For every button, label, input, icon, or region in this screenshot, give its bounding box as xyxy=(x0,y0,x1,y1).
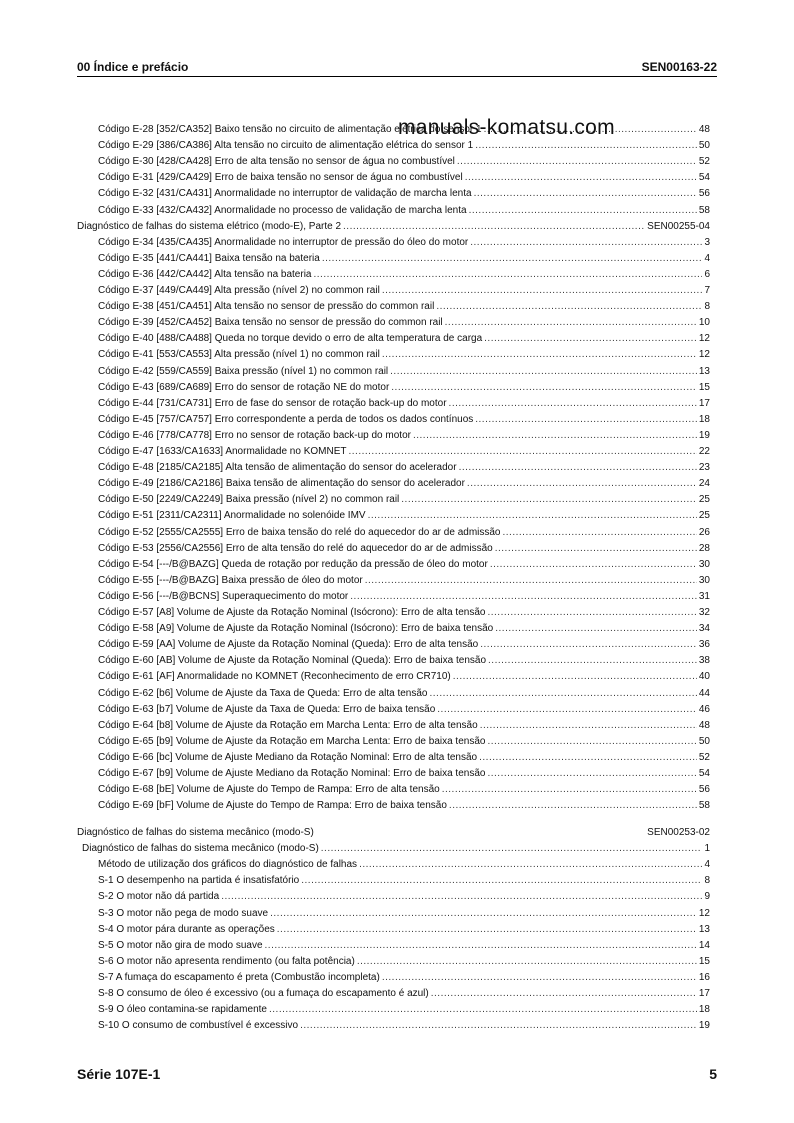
toc-entry[interactable] xyxy=(98,252,710,266)
toc-entry-page: 34 xyxy=(698,623,710,635)
toc-entry-page: 13 xyxy=(698,365,710,377)
toc-entry-title: Código E-38 [451/CA451] Alta tensão no sensor de pressão do common rail xyxy=(98,301,435,313)
leader-dots xyxy=(480,638,697,652)
toc-entry[interactable] xyxy=(98,890,710,904)
toc-entry-title: Código E-49 [2186/CA2186] Baixa tensão de alimentação do sensor do acelerador xyxy=(98,478,465,490)
toc-entry-page: 10 xyxy=(698,317,710,329)
leader-dots xyxy=(475,413,697,427)
leader-dots xyxy=(437,703,697,717)
toc-entry-title: Código E-66 [bc] Volume de Ajuste Mediano da Rotação Nominal: Erro de alta tensão xyxy=(98,751,478,763)
toc-entry-title: Código E-32 [431/CA431] Anormalidade no interruptor de validação de marcha lenta xyxy=(98,188,472,200)
header-doc-code: SEN00163-22 xyxy=(641,60,717,74)
toc-entry[interactable] xyxy=(98,703,710,717)
leader-dots xyxy=(413,429,697,443)
leader-dots xyxy=(401,493,697,507)
leader-dots xyxy=(269,1003,697,1017)
toc-entry[interactable] xyxy=(98,365,710,379)
leader-dots xyxy=(495,622,697,636)
leader-dots xyxy=(359,858,702,872)
toc-entry-page: 50 xyxy=(698,140,710,152)
toc-entry[interactable] xyxy=(98,971,710,985)
toc-entry-page: 30 xyxy=(698,574,710,586)
toc-entry-page: 16 xyxy=(698,971,710,983)
toc-entry-page: 30 xyxy=(698,558,710,570)
toc-entry-page: 17 xyxy=(698,988,710,999)
toc-entry[interactable] xyxy=(98,955,710,969)
toc-entry-title: Código E-68 [bE] Volume de Ajuste do Tempo de Rampa: Erro de alta tensão xyxy=(98,784,440,796)
toc-entry[interactable] xyxy=(98,493,710,507)
section-code: SEN00253-02 xyxy=(647,827,710,838)
toc-entry-title: S-2 O motor não dá partida xyxy=(98,891,220,903)
toc-entry-title: Código E-61 [AF] Anormalidade no KOMNET (Reconhecimento de erro CR710) xyxy=(98,671,451,683)
section-heading-mechanical[interactable] xyxy=(77,826,710,840)
toc-entry[interactable] xyxy=(98,413,710,427)
leader-dots xyxy=(465,171,697,185)
header-rule xyxy=(77,76,717,77)
leader-dots xyxy=(479,751,697,765)
toc-entry-title: S-6 O motor não apresenta rendimento (ou falta potência) xyxy=(98,955,355,967)
toc-entry-page: 19 xyxy=(698,1020,710,1032)
toc-entry-title: Código E-63 [b7] Volume de Ajuste da Taxa de Queda: Erro de baixa tensão xyxy=(98,703,436,715)
toc-entry[interactable] xyxy=(98,1019,710,1033)
toc-entry-page: 14 xyxy=(698,939,710,951)
toc-entry-page: 25 xyxy=(698,494,710,506)
toc-entry-title: S-5 O motor não gira de modo suave xyxy=(98,939,263,951)
toc-entry-title: Código E-57 [A8] Volume de Ajuste da Rotação Nominal (Isócrono): Erro de alta tensão xyxy=(98,607,486,618)
toc-entry[interactable] xyxy=(98,509,710,523)
toc-entry-page: 17 xyxy=(698,397,710,409)
page-number: 5 xyxy=(709,1066,717,1082)
toc-entry-title: S-8 O consumo de óleo é excessivo (ou a fumaça do escapamento é azul) xyxy=(98,988,429,999)
leader-dots xyxy=(480,719,697,733)
leader-dots xyxy=(321,842,703,856)
toc-entry-page: 8 xyxy=(704,301,710,313)
toc-entry[interactable] xyxy=(98,1003,710,1017)
toc-entry-title: Código E-53 [2556/CA2556] Erro de alta tensão do relé do aquecedor do ar de admissão xyxy=(98,542,493,554)
toc-entry-page: 12 xyxy=(698,333,710,345)
toc-entry-title: Código E-51 [2311/CA2311] Anormalidade no solenóide IMV xyxy=(98,510,366,522)
toc-entry-page: 58 xyxy=(698,204,710,216)
leader-dots xyxy=(390,365,697,379)
toc-entry-title: Código E-47 [1633/CA1633] Anormalidade no KOMNET xyxy=(98,446,347,457)
toc-entry-title: Código E-67 [b9] Volume de Ajuste Mediano da Rotação Nominal: Erro de baixa tensão xyxy=(98,768,486,779)
leader-dots xyxy=(431,987,697,1001)
leader-dots xyxy=(301,874,702,888)
section-heading-electrical[interactable] xyxy=(77,220,710,234)
toc-entry[interactable] xyxy=(98,139,710,153)
toc-entry-title: S-10 O consumo de combustível é excessivo xyxy=(98,1020,299,1032)
toc-entry-page: 31 xyxy=(698,590,710,602)
toc-entry[interactable] xyxy=(98,284,710,298)
toc-entry[interactable] xyxy=(98,939,710,953)
toc-entry[interactable] xyxy=(98,300,710,314)
leader-dots xyxy=(391,381,697,395)
toc-entry-page: 6 xyxy=(704,268,710,280)
toc-entry-page: 9 xyxy=(704,891,710,903)
toc-entry-page: 7 xyxy=(704,285,710,296)
toc-entry-title: S-7 A fumaça do escapamento é preta (Combustão incompleta) xyxy=(98,971,380,983)
leader-dots xyxy=(300,1019,697,1033)
toc-entry-page: 26 xyxy=(698,526,710,538)
toc-entry[interactable] xyxy=(98,767,710,781)
leader-dots xyxy=(449,397,697,411)
leader-dots xyxy=(487,606,696,620)
toc-entry[interactable] xyxy=(98,348,710,362)
leader-dots xyxy=(343,220,645,234)
toc-entry-title: Código E-65 [b9] Volume de Ajuste da Rotação em Marcha Lenta: Erro de baixa tensão xyxy=(98,735,486,747)
toc-entry-page: 13 xyxy=(698,923,710,935)
leader-dots xyxy=(484,332,697,346)
toc-entry-page: 12 xyxy=(698,907,710,919)
toc-entry-page: 48 xyxy=(698,719,710,731)
toc-entry-title: S-1 O desempenho na partida é insatisfatório xyxy=(98,875,300,887)
leader-dots xyxy=(265,939,697,953)
toc-entry-page: SEN00255-04 xyxy=(647,220,710,232)
toc-entry[interactable] xyxy=(98,477,710,491)
leader-dots xyxy=(313,268,702,282)
toc-entry-page: 1 xyxy=(704,843,710,855)
toc-entry[interactable] xyxy=(98,923,710,937)
toc-entry[interactable] xyxy=(98,429,710,443)
leader-dots xyxy=(490,558,697,572)
toc-entry-page: 38 xyxy=(698,655,710,667)
toc-entry-page: 22 xyxy=(698,446,710,457)
leader-dots xyxy=(469,204,697,218)
toc-entry[interactable] xyxy=(98,751,710,765)
toc-entry-title: Código E-33 [432/CA432] Anormalidade no processo de validação de marcha lenta xyxy=(98,204,467,216)
toc-entry-page: 48 xyxy=(698,124,710,135)
leader-dots xyxy=(503,526,697,540)
leader-dots xyxy=(488,654,697,668)
toc-entry[interactable] xyxy=(98,397,710,411)
toc-entry-title: Método de utilização dos gráficos do diagnóstico de falhas xyxy=(98,859,358,871)
header-title: 00 Índice e prefácio xyxy=(77,60,189,74)
leader-dots xyxy=(350,590,697,604)
toc-entry-page: 28 xyxy=(698,542,710,554)
toc-entry-title: S-9 O óleo contamina-se rapidamente xyxy=(98,1004,267,1016)
toc-entry-title: Código E-34 [435/CA435] Anormalidade no interruptor de pressão do óleo do motor xyxy=(98,236,469,248)
leader-dots xyxy=(436,300,702,314)
toc-entry[interactable] xyxy=(98,783,710,797)
toc-entry-title: Código E-41 [553/CA553] Alta pressão (nível 1) no common rail xyxy=(98,349,380,361)
toc-entry[interactable] xyxy=(98,526,710,540)
toc-entry[interactable] xyxy=(98,638,710,652)
toc-entry-title: Código E-62 [b6] Volume de Ajuste da Taxa de Queda: Erro de alta tensão xyxy=(98,687,428,699)
toc-entry-page: 15 xyxy=(698,955,710,967)
leader-dots xyxy=(322,252,703,266)
toc-entry-page: 18 xyxy=(698,1004,710,1016)
toc-entry[interactable] xyxy=(98,574,710,588)
leader-dots xyxy=(357,955,697,969)
leader-dots xyxy=(474,187,697,201)
leader-dots xyxy=(365,574,697,588)
toc-entry-title: Código E-37 [449/CA449] Alta pressão (nível 2) no common rail xyxy=(98,285,380,296)
toc-entry[interactable] xyxy=(98,171,710,185)
toc-entry-title: Código E-40 [488/CA488] Queda no torque devido o erro de alta temperatura de carga xyxy=(98,333,483,345)
toc-entry-title: Código E-28 [352/CA352] Baixo tensão no circuito de alimentação elétrica do sensor 1 xyxy=(98,124,482,135)
leader-dots xyxy=(467,477,697,491)
toc-entry-title: Código E-44 [731/CA731] Erro de fase do sensor de rotação back-up do motor xyxy=(98,397,447,409)
toc-entry-title: Diagnóstico de falhas do sistema mecânico (modo-S) xyxy=(82,843,319,855)
toc-entry-page: 36 xyxy=(698,639,710,651)
toc-entry[interactable] xyxy=(98,236,710,250)
leader-dots xyxy=(459,461,697,475)
leader-dots xyxy=(221,890,702,904)
toc-entry-title: Código E-58 [A9] Volume de Ajuste da Rotação Nominal (Isócrono): Erro de baixa tensão xyxy=(98,623,494,635)
toc-entry-page: 3 xyxy=(704,236,710,248)
leader-dots xyxy=(453,670,697,684)
toc-entry-page: 15 xyxy=(698,381,710,393)
toc-entry-page: 24 xyxy=(698,478,710,490)
toc-entry-title: Código E-60 [AB] Volume de Ajuste da Rotação Nominal (Queda): Erro de baixa tensão xyxy=(98,655,487,667)
leader-dots xyxy=(348,445,696,459)
toc-entry[interactable] xyxy=(98,316,710,330)
toc-entry-page: 19 xyxy=(698,429,710,441)
toc-entry[interactable] xyxy=(98,874,710,888)
toc-entry-page: 54 xyxy=(698,172,710,184)
leader-dots xyxy=(449,799,697,813)
toc-entry[interactable] xyxy=(98,542,710,556)
toc-entry-title: S-3 O motor não pega de modo suave xyxy=(98,907,269,919)
leader-dots xyxy=(470,236,702,250)
toc-entry[interactable] xyxy=(98,445,710,459)
toc-entry-title: Código E-52 [2555/CA2555] Erro de baixa tensão do relé do aquecedor do ar de admissão xyxy=(98,526,501,538)
toc-entry[interactable] xyxy=(98,719,710,733)
toc-entry-title: Código E-55 [---/B@BAZG] Baixa pressão de óleo do motor xyxy=(98,574,363,586)
toc-entry-page: 25 xyxy=(698,510,710,522)
toc-entry-title: Código E-48 [2185/CA2185] Alta tensão de alimentação do sensor do acelerador xyxy=(98,462,457,474)
toc-entry-title: Código E-31 [429/CA429] Erro de baixa tensão no sensor de água no combustível xyxy=(98,172,463,184)
toc-entry-page: 23 xyxy=(698,462,710,474)
toc-entry-page: 4 xyxy=(704,252,710,264)
toc-entry[interactable] xyxy=(98,187,710,201)
toc-entry-title: Código E-50 [2249/CA2249] Baixa pressão (nível 2) no common rail xyxy=(98,494,400,506)
toc-entry-title: Código E-54 [---/B@BAZG] Queda de rotação por redução da pressão de óleo do motor xyxy=(98,558,488,570)
watermark: manuals-komatsu.com xyxy=(398,116,615,139)
toc-entry-page: 50 xyxy=(698,735,710,747)
toc-entry-title: S-4 O motor pára durante as operações xyxy=(98,923,275,935)
toc-entry-page: 52 xyxy=(698,751,710,763)
toc-entry[interactable] xyxy=(98,268,710,282)
toc-entry-title: Código E-45 [757/CA757] Erro correspondente a perda de todos os dados contínuos xyxy=(98,413,474,425)
toc-entry[interactable] xyxy=(98,332,710,346)
toc-entry-title: Diagnóstico de falhas do sistema elétrico (modo-E), Parte 2 xyxy=(77,220,342,232)
toc-entry-page: 54 xyxy=(698,768,710,779)
toc-entry-title: Código E-35 [441/CA441] Baixa tensão na bateria xyxy=(98,252,320,264)
leader-dots xyxy=(457,155,697,169)
leader-dots xyxy=(487,767,696,781)
toc-entry[interactable] xyxy=(98,558,710,572)
toc-entry[interactable] xyxy=(98,907,710,921)
toc-entry-title: Código E-59 [AA] Volume de Ajuste da Rotação Nominal (Queda): Erro de alta tensão xyxy=(98,639,479,651)
toc-entry[interactable] xyxy=(98,606,710,620)
toc-entry-title: Código E-30 [428/CA428] Erro de alta tensão no sensor de água no combustível xyxy=(98,156,455,168)
toc-entry-title: Código E-56 [---/B@BCNS] Superaquecimento do motor xyxy=(98,590,349,602)
footer-series: Série 107E-1 xyxy=(77,1066,161,1082)
toc-entry[interactable] xyxy=(98,858,710,872)
leader-dots xyxy=(429,687,696,701)
toc-entry[interactable] xyxy=(98,987,710,1001)
toc-entry[interactable] xyxy=(98,590,710,604)
subsection-entry[interactable] xyxy=(82,842,710,856)
toc-entry[interactable] xyxy=(98,155,710,169)
leader-dots xyxy=(445,316,697,330)
leader-dots xyxy=(270,907,697,921)
leader-dots xyxy=(382,971,697,985)
toc-entry[interactable] xyxy=(98,654,710,668)
toc-entry-title: Código E-64 [b8] Volume de Ajuste da Rotação em Marcha Lenta: Erro de alta tensão xyxy=(98,719,478,731)
toc-entry[interactable] xyxy=(98,204,710,218)
toc-entry-page: 56 xyxy=(698,188,710,200)
leader-dots xyxy=(382,284,703,298)
toc-entry-page: 8 xyxy=(704,875,710,887)
toc-entry[interactable] xyxy=(98,687,710,701)
leader-dots xyxy=(442,783,697,797)
leader-dots xyxy=(368,509,697,523)
toc-entry-title: Código E-43 [689/CA689] Erro do sensor de rotação NE do motor xyxy=(98,381,390,393)
toc-entry-page: 40 xyxy=(698,671,710,683)
toc-entry-page: 52 xyxy=(698,156,710,168)
toc-entry-page: 58 xyxy=(698,800,710,812)
toc-entry-title: Código E-29 [386/CA386] Alta tensão no circuito de alimentação elétrica do sensor 1 xyxy=(98,140,474,152)
toc-entry-page: 46 xyxy=(698,703,710,715)
toc-entry-page: 18 xyxy=(698,413,710,425)
toc-entry-page: 44 xyxy=(698,687,710,699)
toc-entry[interactable] xyxy=(98,381,710,395)
toc-entry-title: Código E-42 [559/CA559] Baixa pressão (nível 1) no common rail xyxy=(98,365,389,377)
section-title: Diagnóstico de falhas do sistema mecânico (modo-S) xyxy=(77,827,314,838)
leader-dots xyxy=(487,735,696,749)
toc-entry-page: 4 xyxy=(704,859,710,871)
toc-entry[interactable] xyxy=(98,735,710,749)
toc-entry-page: 12 xyxy=(698,349,710,361)
toc-entry-page: 56 xyxy=(698,784,710,796)
toc-entry[interactable] xyxy=(98,670,710,684)
toc-entry-title: Código E-36 [442/CA442] Alta tensão na bateria xyxy=(98,268,312,280)
toc-entry[interactable] xyxy=(98,799,710,813)
toc-entry-page: 32 xyxy=(698,607,710,618)
leader-dots xyxy=(495,542,697,556)
leader-dots xyxy=(475,139,697,153)
toc-entry-title: Código E-69 [bF] Volume de Ajuste do Tempo de Rampa: Erro de baixa tensão xyxy=(98,800,447,812)
toc-entry-title: Código E-46 [778/CA778] Erro no sensor de rotação back-up do motor xyxy=(98,429,411,441)
leader-dots xyxy=(382,348,697,362)
toc-entry[interactable] xyxy=(98,622,710,636)
leader-dots xyxy=(277,923,697,937)
toc-entry-title: Código E-39 [452/CA452] Baixa tensão no sensor de pressão do common rail xyxy=(98,317,443,329)
toc-entry[interactable] xyxy=(98,461,710,475)
